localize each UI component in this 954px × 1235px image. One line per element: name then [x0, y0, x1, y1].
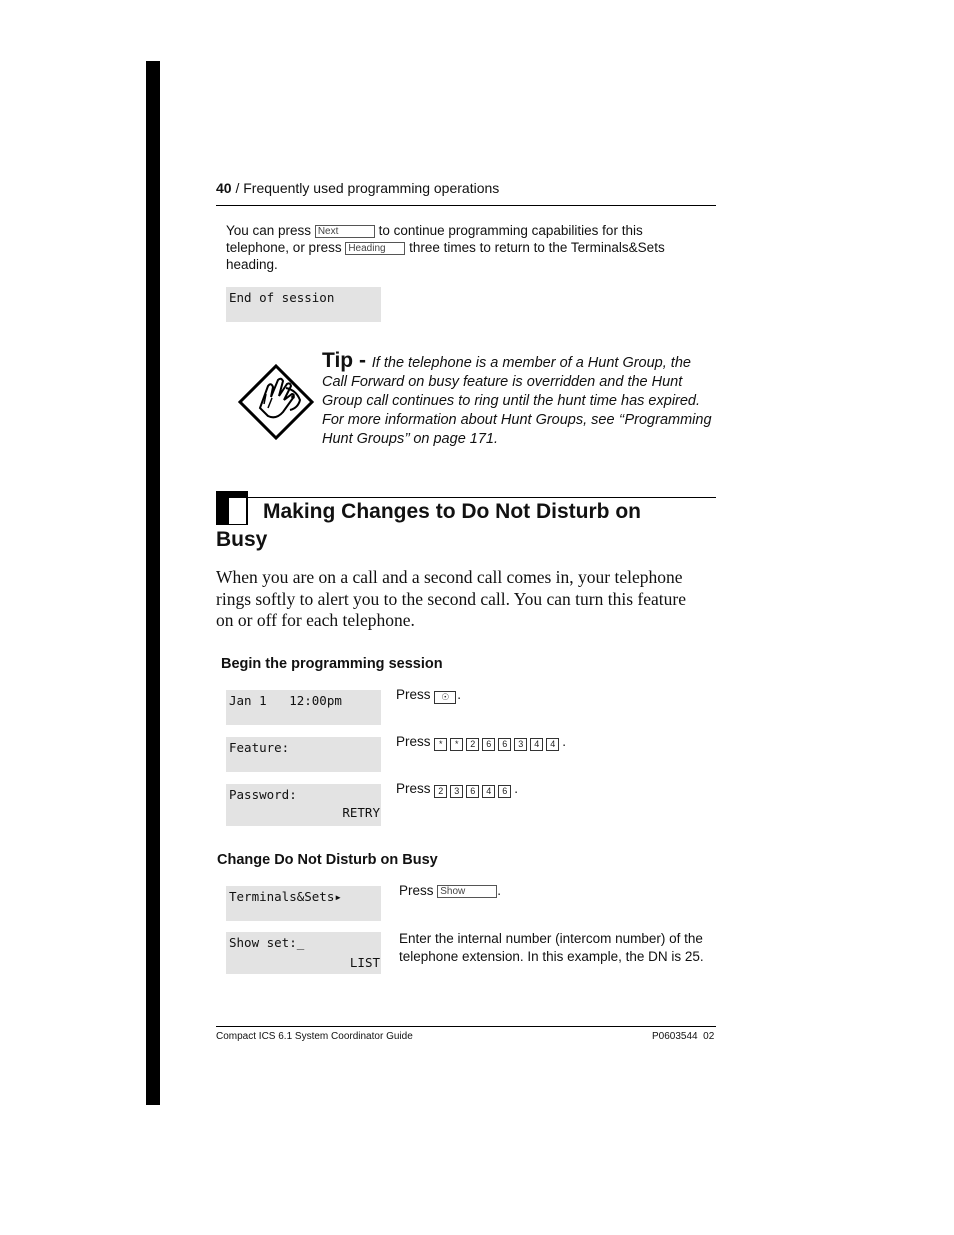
display-line: End of session	[229, 290, 335, 305]
display-line: Terminals&Sets▸	[229, 889, 342, 904]
intro-text-2: to continue programming capabilities for this telephone, or press	[226, 223, 643, 255]
dial-key: 6	[498, 785, 511, 798]
intro-text-3: three times to return to the Terminals&Sets heading.	[226, 240, 665, 272]
page-number: 40	[216, 180, 232, 196]
press-label: Press	[396, 734, 435, 749]
tip-body: If the telephone is a member of a Hunt Group, the Call Forward on busy feature is overridden and the Hunt Group call continues to ring until the hunt time has expired. For more information about Hunt Groups, see ‘‘Programming Hunt Groups’’ on page 171.	[322, 355, 712, 447]
display-retry: RETRY	[342, 805, 380, 820]
period: .	[514, 781, 519, 796]
step-press-show	[399, 883, 501, 898]
intro-paragraph	[226, 222, 706, 273]
dial-key: 3	[514, 738, 527, 751]
section-title-text: Making Changes to Do Not Disturb on Busy	[216, 500, 641, 551]
period: .	[497, 883, 502, 898]
header-rule	[216, 205, 716, 206]
tip-label: Tip -	[322, 349, 372, 372]
dial-key: *	[434, 738, 447, 751]
instruction-text: Enter the internal number (intercom number) of the telephone extension. In this example, the DN is 25.	[399, 931, 704, 964]
dial-key: 6	[466, 785, 479, 798]
dial-key: 3	[450, 785, 463, 798]
display-line: Feature:	[229, 740, 290, 755]
header-section: Frequently used programming operations	[243, 180, 500, 196]
heading-softkey: Heading	[345, 242, 405, 255]
dial-key: 4	[530, 738, 543, 751]
step-press-password	[396, 781, 518, 798]
dial-key: 2	[434, 785, 447, 798]
display-line: Password:	[229, 787, 297, 802]
display-password	[226, 784, 381, 826]
dial-key: 4	[546, 738, 559, 751]
display-list: LIST	[349, 955, 380, 970]
step-press-feature	[396, 687, 461, 704]
header-separator: /	[231, 180, 244, 196]
footer-rule	[216, 1026, 716, 1027]
dial-key: 6	[482, 738, 495, 751]
dial-key: 6	[498, 738, 511, 751]
page-edge-bar	[146, 61, 160, 1105]
section-title	[216, 498, 696, 554]
footer-title: Compact ICS 6.1 System Coordinator Guide	[216, 1031, 413, 1042]
feature-key-icon: ☉	[434, 691, 456, 704]
press-label: Press	[396, 687, 435, 702]
press-label: Press	[399, 883, 438, 898]
change-heading: Change Do Not Disturb on Busy	[217, 852, 438, 868]
period: .	[457, 687, 462, 702]
dial-key: 2	[466, 738, 479, 751]
display-line: Jan 1 12:00pm	[229, 693, 342, 708]
display-terminals	[226, 886, 381, 921]
display-line: Show set:_	[229, 935, 305, 950]
tip-note	[322, 351, 717, 449]
next-softkey: Next	[315, 225, 375, 238]
display-end-session	[226, 287, 381, 322]
display-feature	[226, 737, 381, 772]
period: .	[562, 734, 567, 749]
step-press-feature-code	[396, 734, 566, 751]
footer-doc-number: P0603544 02	[652, 1031, 715, 1042]
intro-text-1: You can press	[226, 223, 315, 238]
dial-key: 4	[482, 785, 495, 798]
press-label: Press	[396, 781, 435, 796]
display-date	[226, 690, 381, 725]
tip-hand-icon	[238, 364, 314, 440]
running-header	[216, 180, 499, 196]
begin-heading: Begin the programming session	[221, 656, 443, 672]
show-softkey: Show	[437, 885, 497, 898]
display-showset	[226, 932, 381, 974]
section-body: When you are on a call and a second call comes in, your telephone rings softly to alert you to the second call. You can turn this feature on or off for each telephone.	[216, 567, 686, 630]
dial-key: *	[450, 738, 463, 751]
